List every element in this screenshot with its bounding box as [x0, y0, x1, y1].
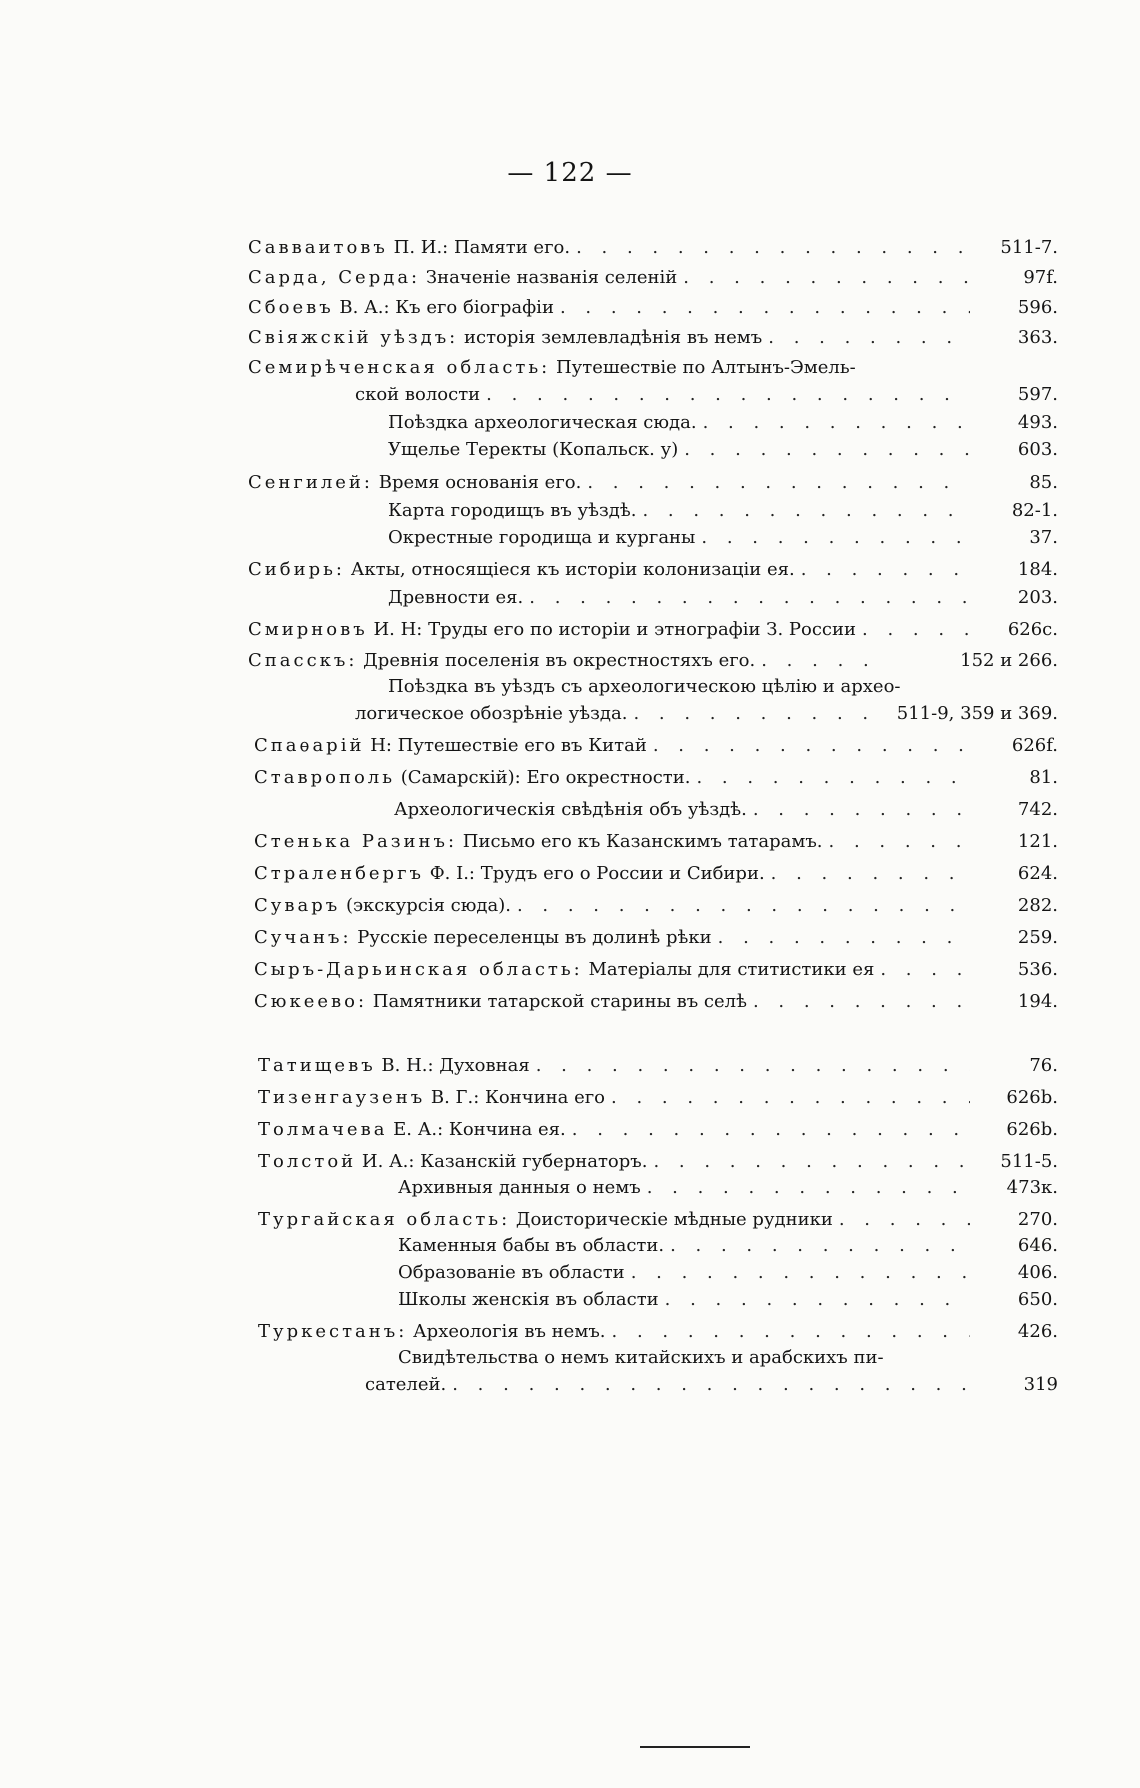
index-text: Археологическія свѣдѣнія объ уѣздѣ. — [394, 799, 747, 820]
index-entry — [258, 1319, 1058, 1345]
index-heading: Сюкеево: — [254, 991, 368, 1012]
index-text: Окрестные городища и курганы — [388, 527, 696, 548]
leader-dots — [641, 1175, 970, 1201]
index-text: В. Г.: Кончина его — [430, 1087, 606, 1108]
index-heading: Свіяжскій уѣздъ: — [248, 327, 459, 348]
index-text: ской волости — [355, 384, 481, 405]
page-reference: 493. — [1017, 412, 1058, 433]
leader-dots — [762, 325, 970, 351]
page-reference: 603. — [1017, 439, 1058, 460]
index-entry — [248, 295, 1058, 321]
page-reference: 626b. — [1006, 1087, 1058, 1108]
index-heading: Суваръ — [254, 895, 341, 916]
index-heading: Тизенгаузенъ — [258, 1087, 426, 1108]
index-text: Образованіе въ области — [398, 1262, 625, 1283]
leader-dots — [511, 893, 970, 919]
index-text: исторія землевладѣнія въ немъ — [463, 327, 763, 348]
index-text: (Самарскій): Его окрестности. — [400, 767, 691, 788]
leader-dots — [677, 265, 970, 291]
index-text: Каменныя бабы въ области. — [398, 1235, 665, 1256]
index-entry — [254, 829, 1058, 855]
index-heading: Тургайская область: — [258, 1209, 511, 1230]
leader-dots — [765, 861, 970, 887]
index-entry — [365, 1372, 1058, 1398]
index-entry — [248, 265, 1058, 291]
leader-dots — [530, 1053, 970, 1079]
page-reference: 203. — [1017, 587, 1058, 608]
index-text: Акты, относящіеся къ исторіи колонизаціи ея. — [350, 559, 795, 580]
index-entry — [254, 861, 1058, 887]
index-text: Значеніе названія селеній — [425, 267, 678, 288]
index-text: Время основанія его. — [378, 472, 582, 493]
page-reference: 319 — [1023, 1374, 1058, 1395]
page-reference: 597. — [1017, 384, 1058, 405]
page-reference: 511-5. — [1000, 1151, 1058, 1172]
leader-dots — [874, 957, 970, 983]
index-heading: Стенька Разинъ: — [254, 831, 458, 852]
index-text: Путешествіе по Алтынъ-Эмель- — [555, 357, 856, 378]
index-entry — [248, 235, 1058, 261]
page-reference: 259. — [1017, 927, 1058, 948]
index-entry — [258, 1117, 1058, 1143]
index-entry — [388, 525, 1058, 551]
leader-dots — [480, 382, 970, 408]
index-text: И. Н: Труды его по исторіи и этнографіи З. России — [373, 619, 856, 640]
index-text: И. А.: Казанскій губернаторъ. — [361, 1151, 648, 1172]
index-text: Е. А.: Кончина ея. — [393, 1119, 566, 1140]
index-entry — [254, 765, 1058, 791]
index-heading: Спаѳарій — [254, 735, 365, 756]
page-reference: 152 и 266. — [960, 650, 1058, 671]
leader-dots — [566, 1117, 970, 1143]
leader-dots — [605, 1085, 970, 1111]
leader-dots — [636, 498, 970, 524]
index-entry — [398, 1233, 1058, 1259]
leader-dots — [823, 829, 970, 855]
page-reference: 536. — [1017, 959, 1058, 980]
page-reference: 121. — [1017, 831, 1058, 852]
leader-dots — [581, 470, 970, 496]
index-text: Поѣздка въ уѣздъ съ археологическою цѣлію и архео- — [388, 676, 901, 697]
index-entry — [258, 1053, 1058, 1079]
page-reference: 194. — [1017, 991, 1058, 1012]
index-text: Археологія въ немъ. — [413, 1321, 606, 1342]
leader-dots — [659, 1287, 970, 1313]
leader-dots — [755, 648, 880, 674]
index-entry — [388, 410, 1058, 436]
page-reference: 184. — [1017, 559, 1058, 580]
leader-dots — [570, 235, 970, 261]
page-reference: 473к. — [1006, 1177, 1058, 1198]
index-entry — [254, 925, 1058, 951]
index-heading: Сарда, Серда: — [248, 267, 421, 288]
index-entry — [398, 1175, 1058, 1201]
index-entry — [388, 498, 1058, 524]
page-reference: 646. — [1017, 1235, 1058, 1256]
index-heading: Сыръ-Дарьинская область: — [254, 959, 583, 980]
leader-dots — [678, 437, 970, 463]
page-reference: 270. — [1017, 1209, 1058, 1230]
index-text: Доисторическіе мѣдные рудники — [515, 1209, 833, 1230]
index-entry — [258, 1207, 1058, 1233]
index-text: Архивныя данныя о немъ — [398, 1177, 641, 1198]
leader-dots — [647, 1149, 970, 1175]
index-heading: Семирѣченская область: — [248, 357, 551, 378]
index-entry — [388, 437, 1058, 463]
leader-dots — [856, 617, 970, 643]
page-number: — 122 — — [507, 158, 633, 188]
index-heading: Туркестанъ: — [258, 1321, 408, 1342]
index-text: логическое обозрѣніе уѣзда. — [355, 703, 628, 724]
index-entry — [254, 733, 1058, 759]
index-heading: Ставрополь — [254, 767, 396, 788]
page-reference: 626c. — [1007, 619, 1058, 640]
leader-dots — [554, 295, 970, 321]
leader-dots — [690, 765, 970, 791]
index-entry — [394, 797, 1058, 823]
leader-dots — [627, 701, 880, 727]
page-reference: 85. — [1029, 472, 1058, 493]
index-text: Карта городищъ въ уѣздѣ. — [388, 500, 637, 521]
page-reference: 742. — [1017, 799, 1058, 820]
leader-dots — [695, 525, 970, 551]
index-entry — [254, 957, 1058, 983]
index-heading: Сибирь: — [248, 559, 345, 580]
leader-dots — [747, 797, 970, 823]
index-entry — [248, 557, 1058, 583]
index-text: Школы женскія въ области — [398, 1289, 659, 1310]
index-text: Ущелье Теректы (Копальск. у) — [388, 439, 679, 460]
leader-dots — [523, 585, 970, 611]
page-reference: 37. — [1029, 527, 1058, 548]
page-reference: 81. — [1029, 767, 1058, 788]
index-entry — [248, 470, 1058, 496]
page-reference: 426. — [1017, 1321, 1058, 1342]
index-heading: Толмачева — [258, 1119, 388, 1140]
index-text: Русскіе переселенцы въ долинѣ рѣки — [357, 927, 712, 948]
leader-dots — [647, 733, 970, 759]
index-heading: Татищевъ — [258, 1055, 376, 1076]
index-heading: Савваитовъ — [248, 237, 388, 258]
leader-dots — [625, 1260, 970, 1286]
index-entry — [248, 355, 1058, 381]
leader-dots — [712, 925, 970, 951]
index-heading: Смирновъ — [248, 619, 368, 640]
index-text: В. А.: Къ его біографіи — [339, 297, 554, 318]
index-text: Ф. І.: Трудъ его о России и Сибири. — [429, 863, 765, 884]
page-reference: 97f. — [1023, 267, 1058, 288]
index-text: Поѣздка археологическая сюда. — [388, 412, 697, 433]
leader-dots — [664, 1233, 970, 1259]
page-reference: 511-7. — [1000, 237, 1058, 258]
index-entry — [254, 893, 1058, 919]
index-entry — [248, 325, 1058, 351]
index-entry — [248, 617, 1058, 643]
index-heading: Страленбергъ — [254, 863, 424, 884]
page-reference: 650. — [1017, 1289, 1058, 1310]
index-text: Древнія поселенія въ окрестностяхъ его. — [363, 650, 756, 671]
index-entry — [388, 585, 1058, 611]
index-entry — [398, 1260, 1058, 1286]
index-entry — [254, 989, 1058, 1015]
index-entry — [388, 674, 1058, 700]
page-reference: 596. — [1017, 297, 1058, 318]
index-text: Памятники татарской старины въ селѣ — [372, 991, 747, 1012]
leader-dots — [833, 1207, 970, 1233]
index-entry — [258, 1085, 1058, 1111]
leader-dots — [446, 1372, 970, 1398]
index-text: Н: Путешествіе его въ Китай — [370, 735, 647, 756]
index-text: Древности ея. — [388, 587, 524, 608]
index-heading: Сучанъ: — [254, 927, 352, 948]
index-entry — [355, 701, 1058, 727]
footer-rule — [640, 1746, 750, 1748]
index-heading: Спасскъ: — [248, 650, 358, 671]
leader-dots — [747, 989, 970, 1015]
page-reference: 624. — [1017, 863, 1058, 884]
page-reference: 406. — [1017, 1262, 1058, 1283]
index-heading: Сенгилей: — [248, 472, 373, 493]
page-reference: 82-1. — [1011, 500, 1058, 521]
page-reference: 626b. — [1006, 1119, 1058, 1140]
index-text: Свидѣтельства о немъ китайскихъ и арабскихъ пи- — [398, 1347, 884, 1368]
leader-dots — [697, 410, 970, 436]
index-heading: Сбоевъ — [248, 297, 334, 318]
index-text: Матеріалы для ститистики ея — [588, 959, 875, 980]
page-reference: 511-9, 359 и 369. — [896, 703, 1058, 724]
page-reference: 363. — [1017, 327, 1058, 348]
page-reference: 76. — [1029, 1055, 1058, 1076]
page-reference: 282. — [1017, 895, 1058, 916]
index-entry — [248, 648, 1058, 674]
index-entry — [398, 1345, 1058, 1371]
index-entry — [355, 382, 1058, 408]
index-entry — [258, 1149, 1058, 1175]
index-text: Письмо его къ Казанскимъ татарамъ. — [462, 831, 823, 852]
index-entry — [398, 1287, 1058, 1313]
index-text: (экскурсія сюда). — [345, 895, 511, 916]
index-text: сателей. — [365, 1374, 447, 1395]
index-text: В. Н.: Духовная — [381, 1055, 530, 1076]
leader-dots — [795, 557, 970, 583]
index-text: П. И.: Памяти его. — [393, 237, 571, 258]
page-reference: 626f. — [1011, 735, 1058, 756]
leader-dots — [606, 1319, 970, 1345]
index-heading: Толстой — [258, 1151, 357, 1172]
